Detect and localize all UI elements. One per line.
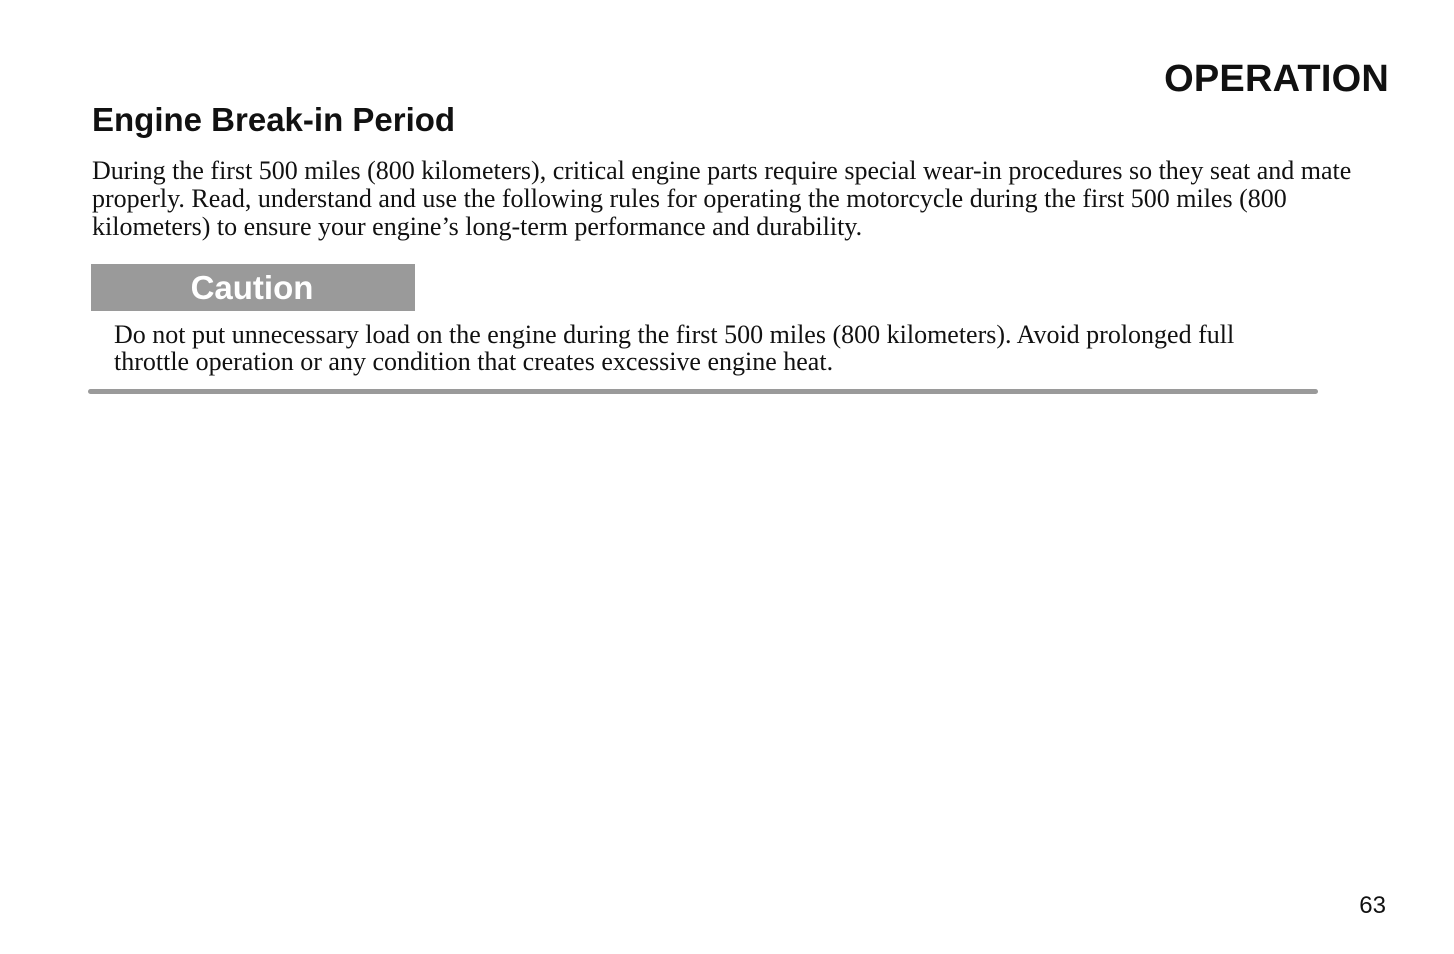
intro-paragraph: During the first 500 miles (800 kilometers), critical engine parts require special wear-in procedures so they seat and mate properly. Read, understand and use the following rules for operating the motorcycle during the first 500 miles (800 kilometers) to ensure your engine’s long-term performance and durability. xyxy=(92,156,1352,241)
caution-divider xyxy=(88,389,1318,394)
section-title: OPERATION xyxy=(1164,58,1389,100)
caution-text: Do not put unnecessary load on the engine during the first 500 miles (800 kilometers). Avoid prolonged full throttle operation or any condition that creates excessive engine heat. xyxy=(114,320,1235,376)
page-heading: Engine Break-in Period xyxy=(92,101,456,138)
page-number: 63 xyxy=(1359,892,1386,919)
caution-label: Caution xyxy=(91,264,415,311)
